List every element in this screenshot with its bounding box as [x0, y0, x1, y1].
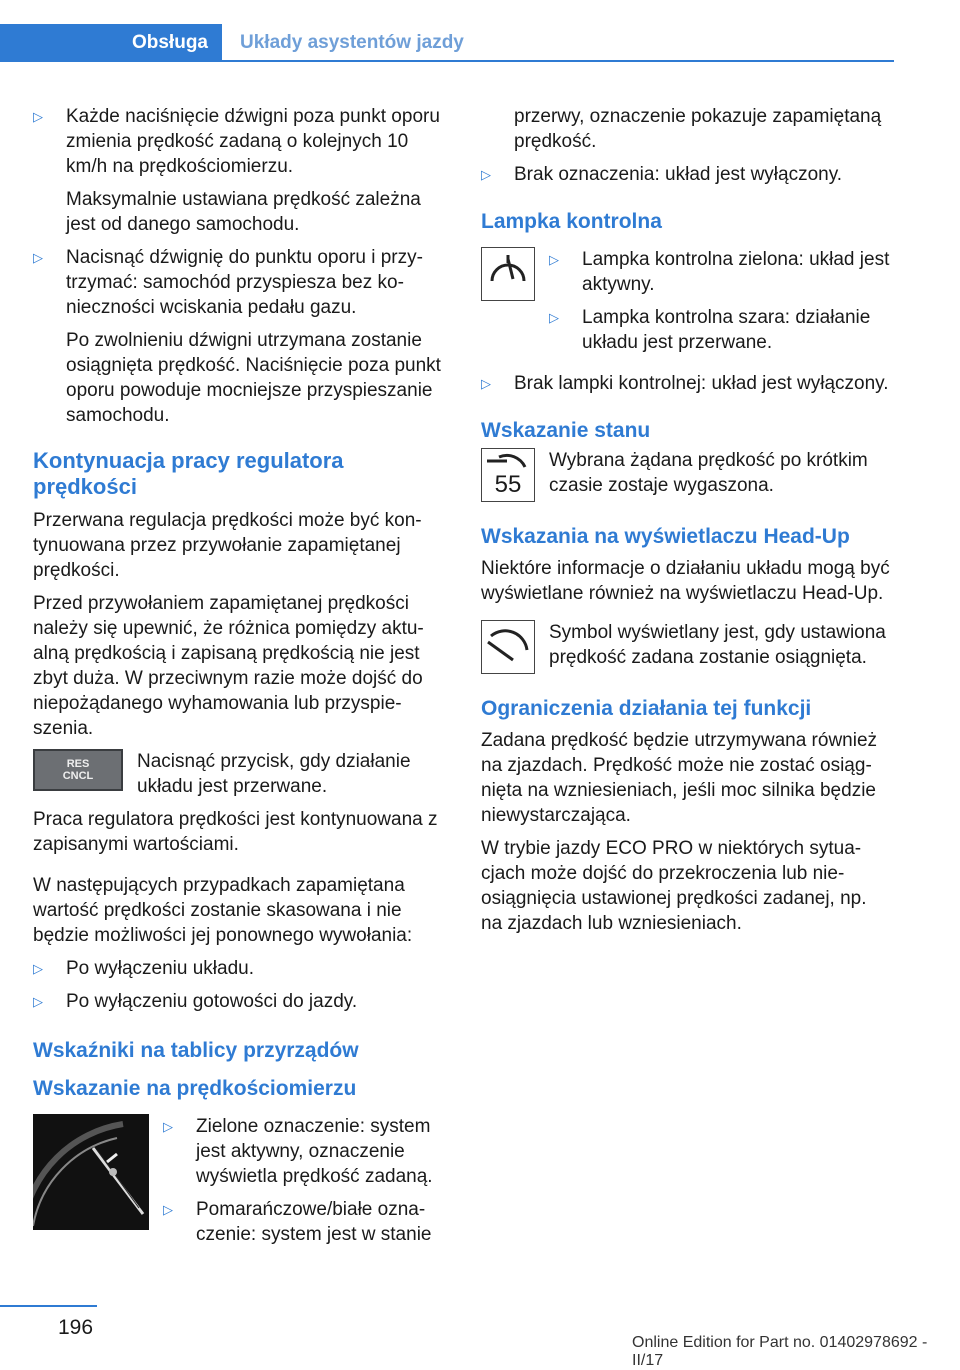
list-item-text: Brak lampki kontrolnej: układ jest wyłączony.: [514, 373, 889, 394]
heading-speedometer: Wskazanie na prędkościomierzu: [33, 1077, 357, 1100]
paragraph: Niektóre informacje o działaniu układu mogą być wyświetlane również na wyświetlaczu Head-Up.: [481, 558, 890, 604]
triangle-bullet-icon: ▷: [33, 961, 43, 976]
list-item: [33, 956, 443, 981]
list-item: [163, 1114, 443, 1189]
list-item-text: Pomarańczowe/białe oznaczenie: system jest w stanie: [196, 1199, 432, 1245]
list-item: [33, 989, 443, 1014]
header-rule: [0, 60, 894, 62]
paragraph: Symbol wyświetlany jest, gdy ustawiona prędkość zadana zostanie osiągnięta.: [549, 622, 886, 668]
left-column: [33, 104, 443, 1263]
hud-speed-reached-icon: [481, 620, 535, 674]
list-item-text: Nacisnąć dźwignię do punktu oporu i przytrzymać: samochód przyspiesza bez konieczności wciskania pedału gazu.: [66, 247, 423, 318]
triangle-bullet-icon: ▷: [163, 1119, 173, 1134]
paragraph: W następujących przypadkach zapamiętana wartość prędkości zostanie skasowana i nie będzie możliwości jej ponownego wywołania:: [33, 875, 413, 946]
list-item: [33, 104, 443, 237]
paragraph: Przed przywołaniem zapamiętanej prędkości należy się upewnić, że różnica pomiędzy aktualną prędkością i zapisaną prędkością nie jest zbyt duża. W przeciwnym razie może dojść do niepożądanego wyhamowania lub przyspieszenia.: [33, 593, 424, 739]
triangle-bullet-icon: ▷: [549, 310, 559, 325]
page-number: 196: [58, 1316, 94, 1339]
list-item-text: Lampka kontrolna szara: działanie układu jest przerwane.: [582, 307, 871, 353]
res-label: RES: [66, 758, 90, 770]
heading-indicators: Wskaźniki na tablicy przyrządów: [33, 1039, 359, 1062]
paragraph: Przerwana regulacja prędkości może być kontynuowana przez przywołanie zapamiętanej prędkości.: [33, 510, 422, 581]
list-item-text: Po wyłączeniu gotowości do jazdy.: [66, 991, 358, 1012]
paragraph-continued: przerwy, oznaczenie pokazuje zapamiętaną prędkość.: [514, 106, 882, 152]
page-header: [0, 24, 894, 61]
heading-limits: Ograniczenia działania tej funkcji: [481, 697, 812, 720]
status-row: [481, 448, 891, 502]
right-column: [481, 104, 891, 944]
hud-row: [481, 620, 891, 674]
list-item-text: Zielone oznaczenie: system jest aktywny, oznaczenie wyświetla prędkość zadaną.: [196, 1116, 433, 1187]
cruise-control-lamp-icon: [481, 247, 535, 301]
list-item: [33, 245, 443, 428]
speedometer-image: [33, 1114, 149, 1230]
triangle-bullet-icon: ▷: [549, 252, 559, 267]
heading-hud: Wskazania na wyświetlaczu Head-Up: [481, 525, 850, 548]
heading-lamp: Lampka kontrolna: [481, 210, 662, 233]
section-tab: Układy asystentów jazdy: [240, 32, 464, 53]
list-item: [549, 247, 891, 297]
edition-label: Online Edition for Part no. 01402978692 - II/17: [632, 1334, 928, 1369]
paragraph: Nacisnąć przycisk, gdy działanie układu jest przerwane.: [137, 751, 411, 797]
triangle-bullet-icon: ▷: [481, 376, 491, 391]
speedo-list: [163, 1114, 443, 1255]
list-item: [549, 305, 891, 355]
list-item-text: Każde naciśnięcie dźwigni poza punkt oporu zmienia prędkość zadaną o kolejnych 10 km/h na prędkościomierzu.: [66, 106, 440, 177]
list-item: [481, 371, 891, 396]
triangle-bullet-icon: ▷: [33, 109, 43, 124]
paragraph: Wybrana żądana prędkość po krótkim czasie zostaje wygaszona.: [549, 450, 868, 496]
lamp-row: [481, 247, 891, 363]
lamp-list: [549, 247, 891, 363]
triangle-bullet-icon: ▷: [163, 1202, 173, 1217]
cncl-label: CNCL: [62, 770, 94, 782]
list-item: [163, 1197, 443, 1247]
heading-resume: Kontynuacja pracy regulatora prędkości: [33, 448, 344, 499]
set-speed-55-icon: [481, 448, 535, 502]
paragraph: Zadana prędkość będzie utrzymywana również na zjazdach. Prędkość może nie zostać osiągnięta na wzniesieniach, jeśli moc silnika będzie niewystarczająca.: [481, 730, 878, 826]
list-item-text: Lampka kontrolna zielona: układ jest aktywny.: [582, 249, 890, 295]
heading-status: Wskazanie stanu: [481, 419, 651, 442]
triangle-bullet-icon: ▷: [481, 167, 491, 182]
list-item-text: Po wyłączeniu układu.: [66, 958, 254, 979]
footer-rule: [0, 1305, 97, 1307]
list-item: [481, 162, 891, 187]
chapter-tab: Obsługa: [0, 24, 222, 61]
paragraph: W trybie jazdy ECO PRO w niektórych sytuacjach może dojść do przekroczenia lub nieosiągnięcia ustawionej prędkości zadanej, np. na zjazdach lub wzniesieniach.: [481, 838, 867, 934]
speedo-row: [33, 1114, 443, 1255]
list-item-subtext: Maksymalnie ustawiana prędkość zależna jest od danego samochodu.: [66, 189, 421, 235]
triangle-bullet-icon: ▷: [33, 250, 43, 265]
set-speed-value: 55: [494, 471, 522, 498]
triangle-bullet-icon: ▷: [33, 994, 43, 1009]
list-item-subtext: Po zwolnieniu dźwigni utrzymana zostanie osiągnięta prędkość. Naciśnięcie poza punkt oporu powoduje mocniejsze przyspieszanie samochodu.: [66, 330, 441, 426]
paragraph: Praca regulatora prędkości jest kontynuowana z zapisanymi wartościami.: [33, 809, 438, 855]
res-cncl-row: [33, 749, 443, 799]
res-cncl-button-icon: [33, 749, 123, 791]
list-item-text: Brak oznaczenia: układ jest wyłączony.: [514, 164, 843, 185]
